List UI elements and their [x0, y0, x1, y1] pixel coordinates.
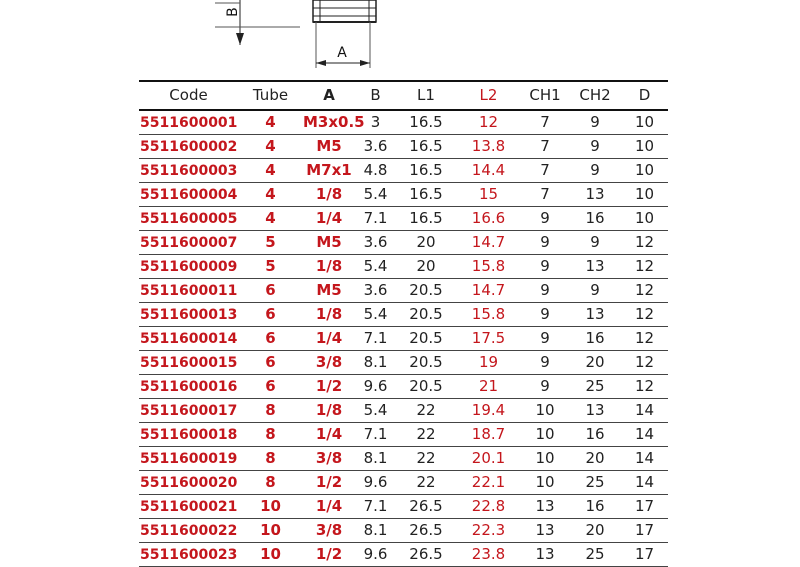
cell-tube: 10: [238, 495, 303, 519]
cell-a: 1/8: [303, 255, 355, 279]
cell-l2: 21: [456, 375, 521, 399]
cell-l1: 22: [396, 471, 456, 495]
cell-d: 12: [621, 231, 668, 255]
cell-ch2: 9: [569, 231, 621, 255]
cell-d: 12: [621, 279, 668, 303]
cell-l1: 20.5: [396, 303, 456, 327]
cell-a: 1/8: [303, 183, 355, 207]
cell-ch1: 9: [521, 231, 569, 255]
cell-ch1: 9: [521, 351, 569, 375]
cell-b: 5.4: [355, 303, 396, 327]
cell-l1: 16.5: [396, 159, 456, 183]
table-row: [139, 135, 668, 159]
arrow-a-left: [316, 60, 326, 66]
cell-a: 3/8: [303, 519, 355, 543]
table-row: [139, 183, 668, 207]
cell-code: 5511600020: [139, 471, 238, 495]
cell-a: M5: [303, 135, 355, 159]
cell-ch1: 7: [521, 135, 569, 159]
cell-a: M7x1: [303, 159, 355, 183]
cell-ch2: 20: [569, 447, 621, 471]
cell-a: 3/8: [303, 447, 355, 471]
cell-tube: 6: [238, 279, 303, 303]
cell-tube: 5: [238, 255, 303, 279]
cell-ch2: 9: [569, 159, 621, 183]
cell-tube: 4: [238, 183, 303, 207]
table-row: [139, 303, 668, 327]
column-header-l2: L2: [456, 81, 521, 110]
cell-code: 5511600016: [139, 375, 238, 399]
cell-b: 5.4: [355, 183, 396, 207]
column-header-d: D: [621, 81, 668, 110]
cell-l2: 15.8: [456, 255, 521, 279]
cell-l1: 20.5: [396, 351, 456, 375]
cell-b: 3.6: [355, 135, 396, 159]
cell-ch2: 9: [569, 279, 621, 303]
cell-l1: 26.5: [396, 519, 456, 543]
cell-tube: 6: [238, 375, 303, 399]
cell-d: 14: [621, 423, 668, 447]
cell-ch1: 9: [521, 303, 569, 327]
cell-code: 5511600014: [139, 327, 238, 351]
cell-a: M5: [303, 279, 355, 303]
cell-ch2: 16: [569, 207, 621, 231]
cell-d: 17: [621, 543, 668, 567]
cell-l2: 16.6: [456, 207, 521, 231]
cell-d: 14: [621, 447, 668, 471]
cell-l2: 20.1: [456, 447, 521, 471]
cell-code: 5511600002: [139, 135, 238, 159]
cell-b: 3.6: [355, 279, 396, 303]
cell-ch1: 13: [521, 495, 569, 519]
cell-tube: 8: [238, 447, 303, 471]
cell-ch2: 20: [569, 351, 621, 375]
table-row: [139, 543, 668, 567]
column-header-a: A: [303, 81, 355, 110]
table-row: [139, 423, 668, 447]
table-row: [139, 255, 668, 279]
cell-l2: 17.5: [456, 327, 521, 351]
cell-code: 5511600023: [139, 543, 238, 567]
cell-ch1: 13: [521, 543, 569, 567]
cell-a: 3/8: [303, 351, 355, 375]
cell-l2: 22.1: [456, 471, 521, 495]
cell-l2: 22.8: [456, 495, 521, 519]
cell-ch2: 25: [569, 375, 621, 399]
cell-b: 7.1: [355, 207, 396, 231]
cell-d: 12: [621, 327, 668, 351]
cell-tube: 10: [238, 543, 303, 567]
cell-tube: 8: [238, 399, 303, 423]
cell-a: 1/2: [303, 471, 355, 495]
cell-l1: 22: [396, 399, 456, 423]
cell-code: 5511600015: [139, 351, 238, 375]
cell-b: 5.4: [355, 399, 396, 423]
cell-d: 12: [621, 375, 668, 399]
table-header-row: [139, 81, 668, 110]
cell-ch2: 16: [569, 423, 621, 447]
cell-l2: 13.8: [456, 135, 521, 159]
cell-l1: 16.5: [396, 135, 456, 159]
cell-ch2: 13: [569, 183, 621, 207]
cell-b: 7.1: [355, 423, 396, 447]
table-row: [139, 159, 668, 183]
cell-d: 10: [621, 135, 668, 159]
cell-code: 5511600009: [139, 255, 238, 279]
cell-l1: 20.5: [396, 375, 456, 399]
cell-a: 1/4: [303, 495, 355, 519]
cell-b: 7.1: [355, 495, 396, 519]
cell-ch1: 10: [521, 471, 569, 495]
cell-ch1: 9: [521, 207, 569, 231]
cell-tube: 4: [238, 207, 303, 231]
cell-ch1: 7: [521, 159, 569, 183]
cell-ch2: 13: [569, 399, 621, 423]
cell-ch1: 13: [521, 519, 569, 543]
column-header-ch1: CH1: [521, 81, 569, 110]
cell-code: 5511600003: [139, 159, 238, 183]
cell-code: 5511600019: [139, 447, 238, 471]
cell-l1: 26.5: [396, 543, 456, 567]
cell-tube: 6: [238, 351, 303, 375]
cell-l1: 16.5: [396, 110, 456, 135]
cell-code: 5511600005: [139, 207, 238, 231]
cell-l2: 15: [456, 183, 521, 207]
cell-ch1: 10: [521, 423, 569, 447]
cell-code: 5511600017: [139, 399, 238, 423]
cell-b: 8.1: [355, 447, 396, 471]
cell-tube: 4: [238, 110, 303, 135]
cell-a: M5: [303, 231, 355, 255]
cell-ch2: 13: [569, 303, 621, 327]
cell-b: 3: [355, 110, 396, 135]
cell-b: 5.4: [355, 255, 396, 279]
cell-l1: 22: [396, 447, 456, 471]
cell-d: 14: [621, 399, 668, 423]
cell-l1: 26.5: [396, 495, 456, 519]
cell-tube: 8: [238, 471, 303, 495]
cell-l1: 20: [396, 255, 456, 279]
column-header-b: B: [355, 81, 396, 110]
specification-table: [139, 80, 668, 567]
dimension-label-b: B: [225, 7, 241, 17]
cell-l2: 19.4: [456, 399, 521, 423]
cell-l2: 14.7: [456, 279, 521, 303]
arrow-a-right: [360, 60, 370, 66]
cell-tube: 8: [238, 423, 303, 447]
cell-l2: 12: [456, 110, 521, 135]
column-header-ch2: CH2: [569, 81, 621, 110]
table-row: [139, 471, 668, 495]
cell-code: 5511600007: [139, 231, 238, 255]
cell-ch1: 10: [521, 399, 569, 423]
cell-l2: 15.8: [456, 303, 521, 327]
cell-a: 1/4: [303, 423, 355, 447]
cell-l1: 20.5: [396, 279, 456, 303]
cell-tube: 6: [238, 327, 303, 351]
table-row: [139, 231, 668, 255]
table-row: [139, 207, 668, 231]
cell-ch2: 16: [569, 327, 621, 351]
table-row: [139, 495, 668, 519]
cell-tube: 4: [238, 159, 303, 183]
table-row: [139, 110, 668, 135]
cell-l1: 16.5: [396, 183, 456, 207]
table-row: [139, 519, 668, 543]
arrow-b: [236, 33, 244, 45]
cell-l2: 14.7: [456, 231, 521, 255]
cell-code: 5511600004: [139, 183, 238, 207]
cell-code: 5511600022: [139, 519, 238, 543]
cell-ch1: 7: [521, 110, 569, 135]
cell-b: 9.6: [355, 375, 396, 399]
cell-l1: 22: [396, 423, 456, 447]
cell-d: 10: [621, 159, 668, 183]
cell-d: 17: [621, 519, 668, 543]
cell-ch2: 13: [569, 255, 621, 279]
table-row: [139, 375, 668, 399]
cell-code: 5511600011: [139, 279, 238, 303]
table-row: [139, 447, 668, 471]
cell-b: 8.1: [355, 519, 396, 543]
cell-ch1: 7: [521, 183, 569, 207]
fitting-diagram: [0, 0, 800, 75]
cell-a: 1/2: [303, 375, 355, 399]
cell-ch2: 9: [569, 135, 621, 159]
cell-l1: 16.5: [396, 207, 456, 231]
cell-d: 12: [621, 255, 668, 279]
cell-l2: 23.8: [456, 543, 521, 567]
cell-l2: 18.7: [456, 423, 521, 447]
cell-code: 5511600018: [139, 423, 238, 447]
cell-b: 9.6: [355, 471, 396, 495]
table-row: [139, 279, 668, 303]
cell-b: 4.8: [355, 159, 396, 183]
cell-a: 1/8: [303, 399, 355, 423]
cell-l1: 20.5: [396, 327, 456, 351]
cell-ch2: 9: [569, 110, 621, 135]
cell-d: 14: [621, 471, 668, 495]
cell-d: 10: [621, 183, 668, 207]
cell-ch2: 20: [569, 519, 621, 543]
cell-a: 1/4: [303, 207, 355, 231]
cell-a: 1/2: [303, 543, 355, 567]
cell-ch2: 25: [569, 471, 621, 495]
cell-code: 5511600001: [139, 110, 238, 135]
cell-l1: 20: [396, 231, 456, 255]
table-row: [139, 399, 668, 423]
cell-l2: 14.4: [456, 159, 521, 183]
column-header-code: Code: [139, 81, 238, 110]
cell-tube: 4: [238, 135, 303, 159]
cell-code: 5511600021: [139, 495, 238, 519]
cell-tube: 6: [238, 303, 303, 327]
cell-a: 1/8: [303, 303, 355, 327]
cell-ch1: 9: [521, 327, 569, 351]
cell-b: 7.1: [355, 327, 396, 351]
cell-d: 12: [621, 303, 668, 327]
cell-tube: 5: [238, 231, 303, 255]
fitting-thread: [313, 0, 376, 22]
cell-ch1: 9: [521, 375, 569, 399]
cell-code: 5511600013: [139, 303, 238, 327]
cell-d: 10: [621, 110, 668, 135]
cell-ch2: 16: [569, 495, 621, 519]
dimension-label-a: A: [337, 45, 347, 61]
cell-d: 10: [621, 207, 668, 231]
cell-l2: 22.3: [456, 519, 521, 543]
cell-b: 9.6: [355, 543, 396, 567]
cell-l2: 19: [456, 351, 521, 375]
cell-b: 8.1: [355, 351, 396, 375]
column-header-l1: L1: [396, 81, 456, 110]
cell-ch2: 25: [569, 543, 621, 567]
cell-ch1: 9: [521, 255, 569, 279]
cell-ch1: 10: [521, 447, 569, 471]
cell-b: 3.6: [355, 231, 396, 255]
cell-tube: 10: [238, 519, 303, 543]
cell-a: M3x0.5: [303, 110, 355, 135]
table-row: [139, 351, 668, 375]
table-row: [139, 327, 668, 351]
cell-a: 1/4: [303, 327, 355, 351]
column-header-tube: Tube: [238, 81, 303, 110]
cell-d: 17: [621, 495, 668, 519]
cell-d: 12: [621, 351, 668, 375]
cell-ch1: 9: [521, 279, 569, 303]
